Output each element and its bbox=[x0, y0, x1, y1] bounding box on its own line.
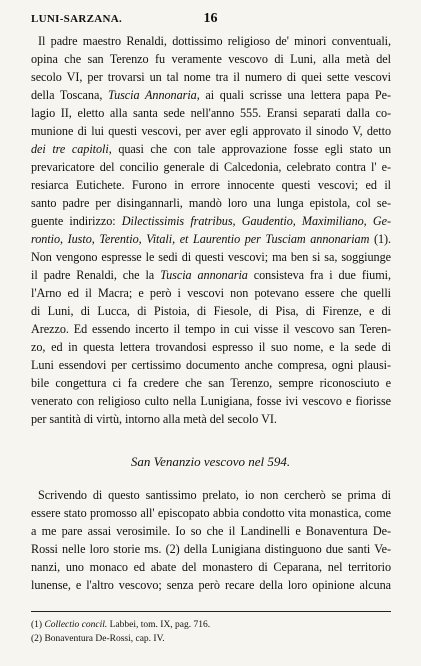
paragraph-line: opina che san Terenzo fu veramente vescovo di Luni, alla metà del bbox=[31, 52, 391, 66]
paragraph-line: lagio II, eletto alla santa sede nell'anno 555. Eransi separati dalla co- bbox=[31, 106, 391, 120]
paragraph-line: nanzi, uno monaco ed abate del monastero di Ceparana, nel territorio bbox=[31, 560, 391, 574]
paragraph-line: l'Arno ed il Macra; e però i vescovi non potevano essere che quelli bbox=[31, 286, 391, 300]
paragraph-line: prevaricatore del concilio generale di Calcedonia, celebrato contra l' e- bbox=[31, 160, 391, 174]
paragraph-line: resiarca Eutichete. Furono in errore innocente questi vescovi; ed il bbox=[31, 178, 391, 192]
paragraph-line: Luni essendovi per certissimo documento anche compresa, ogni plausi- bbox=[31, 358, 391, 372]
italic-text: Tuscia Annonaria bbox=[108, 88, 197, 102]
paragraph-line: guente indirizzo: Dilectissimis fratribus, Gaudentio, Maximiliano, Ge- bbox=[31, 214, 391, 228]
paragraph-line: secolo VI, per trovarsi un tal nome tra il numero di quei sette vescovi bbox=[31, 70, 391, 84]
paragraph-line: santo padre per disingannarli, mandò loro una lunga epistola, col se- bbox=[31, 196, 391, 210]
italic-text: dei tre capitoli bbox=[31, 142, 109, 156]
italic-text: Tuscia annonaria bbox=[160, 268, 248, 282]
paragraph-line: Non vengono espresse le sedi di questi vescovi; ma ben si sa, soggiunge bbox=[31, 250, 391, 264]
paragraph-line: zo, ed in questa lettera trovandosi espresso il suo nome, e la sede di bbox=[31, 340, 391, 354]
paragraph-line: a me pare assai verosimile. Io so che il Landinelli e Bonaventura De- bbox=[31, 524, 391, 538]
paragraph-line: per santità di virtù, intorno alla metà del secolo VI. bbox=[31, 412, 277, 426]
paragraph-line: Scrivendo di questo santissimo prelato, io non cercherò se prima di bbox=[38, 488, 391, 502]
paragraph-line bbox=[31, 232, 391, 247]
paragraph-line: dei tre capitoli, quasi che con tale approvazione fosse egli stato un bbox=[31, 142, 391, 156]
italic-text: Collectio concil. bbox=[44, 620, 108, 630]
paragraph-line: Arezzo. Ed essendo incerto il tempo in cui visse il vescovo san Teren- bbox=[31, 322, 391, 336]
italic-text: rontio, Iusto, Terentio, Vitali, et Laurentio per Tusciam annonariam bbox=[31, 232, 370, 246]
footnote-2: (2) Bonaventura De-Rossi, cap. IV. bbox=[31, 634, 165, 644]
footnote-1: (1) Collectio concil. Labbei, tom. IX, pag. 716. bbox=[31, 620, 211, 630]
paragraph-line: bile congettura ci fa credere che san Terenzo, sempre riconosciuto e bbox=[31, 376, 391, 390]
paragraph-line: della Toscana, Tuscia Annonaria, ai quali scrisse una lettera papa Pe- bbox=[31, 88, 391, 102]
section-heading: San Venanzio vescovo nel 594. bbox=[130, 454, 291, 469]
italic-text: Dilectissimis fratribus, Gaudentio, Maximiliano, Ge- bbox=[121, 214, 391, 228]
paragraph-line: essere stato promosso all' episcopato abbia condotto vita monastica, come bbox=[31, 506, 391, 520]
paragraph-line: venerato con religioso culto nella Lunigiana, fosse ivi vescovo e fiorisse bbox=[31, 394, 391, 408]
footnote-ref: (1). bbox=[369, 232, 391, 246]
running-head: LUNI-SARZANA. bbox=[31, 13, 122, 25]
paragraph-line: Il padre maestro Renaldi, dottissimo religioso de' minori conventuali, bbox=[38, 34, 391, 48]
paragraph-line: munione di lui questi vescovi, per aver egli approvato il sinodo V, detto bbox=[31, 124, 391, 138]
paragraph-line: Rossi nelle loro storie ms. (2) della Lunigiana distinguono due santi Ve- bbox=[31, 542, 391, 556]
paragraph-line: di Luni, di Lucca, di Pistoia, di Fiesole, di Pisa, di Firenze, e di bbox=[31, 304, 391, 318]
footnote-divider bbox=[31, 611, 391, 612]
paragraph-line: il padre Renaldi, che la Tuscia annonaria consisteva fra i due fiumi, bbox=[31, 268, 391, 282]
page-number: 16 bbox=[203, 11, 218, 26]
paragraph-line: lunense, e l'altro vescovo; senza però recare della loro opinione alcuna bbox=[31, 578, 391, 592]
